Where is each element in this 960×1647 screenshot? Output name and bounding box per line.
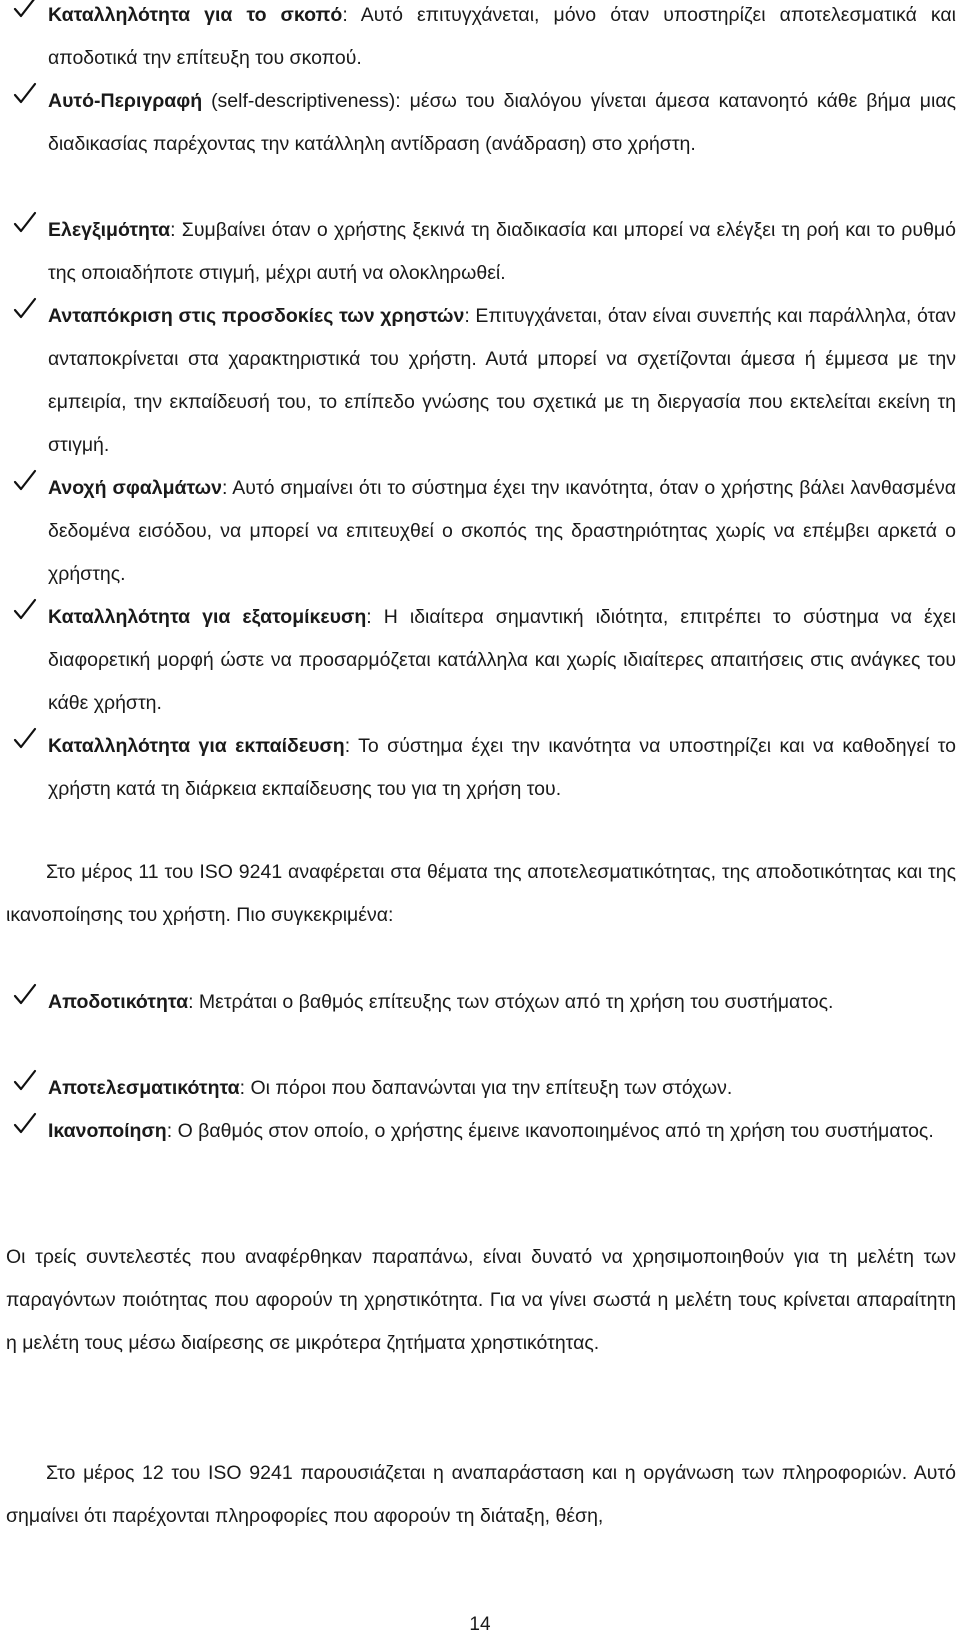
list-item-text bbox=[48, 1067, 956, 1110]
term: Καταλληλότητα για εξατομίκευση bbox=[48, 606, 367, 628]
list-item bbox=[48, 725, 956, 811]
description: : Ο βαθμός στον οποίο, ο χρήστης έμεινε ικανοποιημένος από τη χρήση του συστήματος. bbox=[166, 1120, 934, 1142]
paragraph-text: Στο μέρος 11 του ISO 9241 αναφέρεται στα θέματα της αποτελεσματικότητας, της αποδοτικότητας και της ικανοποίησης του χρήστη. Πιο συγκεκριμένα: bbox=[6, 861, 956, 926]
description: : Επιτυγχάνεται, όταν είναι συνεπής και παράλληλα, όταν ανταποκρίνεται στα χαρακτηριστικά του χρήστη. Αυτά μπορεί να σχετίζονται άμεσα ή έμμεσα με την εμπειρία, την εκπαίδευσή του, το επίπεδο γνώσης του σχετικά με τη διεργασία που εκτελείται εκείνη τη στιγμή. bbox=[48, 305, 956, 456]
term: Αυτό-Περιγραφή bbox=[48, 90, 203, 112]
checkmark-icon bbox=[12, 726, 38, 752]
checkmark-icon bbox=[12, 210, 38, 236]
term: Καταλληλότητα για εκπαίδευση bbox=[48, 735, 345, 757]
term: Αποτελεσματικότητα bbox=[48, 1077, 240, 1099]
list-item bbox=[48, 80, 956, 166]
term: Ανοχή σφαλμάτων bbox=[48, 477, 222, 499]
checkmark-icon bbox=[12, 81, 38, 107]
list-item bbox=[48, 981, 956, 1024]
list-item-text bbox=[48, 467, 956, 596]
term: Καταλληλότητα για το σκοπό bbox=[48, 4, 343, 26]
list-item-text bbox=[48, 0, 956, 80]
term: Ελεγξιμότητα bbox=[48, 219, 171, 241]
checkmark-icon bbox=[12, 597, 38, 623]
list-item bbox=[48, 295, 956, 467]
checkmark-icon bbox=[12, 1111, 38, 1137]
list-item-text bbox=[48, 1110, 956, 1153]
list-item-text bbox=[48, 596, 956, 725]
list-item bbox=[48, 209, 956, 295]
list-item-text bbox=[48, 209, 956, 295]
list-item bbox=[48, 1110, 956, 1153]
list-item bbox=[48, 1067, 956, 1110]
description: (self-descriptiveness): μέσω του διαλόγου γίνεται άμεσα κατανοητό κάθε βήμα μιας διαδικασίας παρέχοντας την κατάλληλη αντίδραση (ανάδραση) στο χρήστη. bbox=[48, 90, 956, 155]
list-item bbox=[48, 596, 956, 725]
checkmark-icon bbox=[12, 296, 38, 322]
description: : Οι πόροι που δαπανώνται για την επίτευξη των στόχων. bbox=[239, 1077, 733, 1099]
paragraph bbox=[6, 1236, 956, 1365]
description: : Η ιδιαίτερα σημαντική ιδιότητα, επιτρέπει το σύστημα να έχει διαφορετική μορφή ώστε να προσαρμόζεται κατάλληλα και χωρίς ιδιαίτερες απαιτήσεις στις ανάγκες του κάθε χρήστη. bbox=[48, 606, 957, 714]
paragraph-text: Στο μέρος 12 του ISO 9241 παρουσιάζεται η αναπαράσταση και η οργάνωση των πληροφοριών. Αυτό σημαίνει ότι παρέχονται πληροφορίες που αφορούν τη διάταξη, θέση, bbox=[6, 1462, 956, 1527]
description: : Μετράται ο βαθμός επίτευξης των στόχων από τη χρήση του συστήματος. bbox=[188, 991, 834, 1013]
description: : Αυτό σημαίνει ότι το σύστημα έχει την ικανότητα, όταν ο χρήστης βάλει λανθασμένα δεδομένα εισόδου, να μπορεί να επιτευχθεί ο σκοπός της δραστηριότητας χωρίς να επέμβει αρκετά ο χρήστης. bbox=[48, 477, 957, 585]
list-item-text bbox=[48, 80, 956, 166]
term: Αποδοτικότητα bbox=[48, 991, 189, 1013]
checkmark-icon bbox=[12, 1068, 38, 1094]
checkmark-icon bbox=[12, 0, 38, 21]
checkmark-icon bbox=[12, 468, 38, 494]
list-item-text bbox=[48, 725, 956, 811]
list-item bbox=[48, 0, 956, 80]
term: Ικανοποίηση bbox=[48, 1120, 167, 1142]
page-number: 14 bbox=[469, 1614, 491, 1635]
checkmark-icon bbox=[12, 982, 38, 1008]
paragraph bbox=[6, 851, 956, 937]
description: : Αυτό επιτυγχάνεται, μόνο όταν υποστηρίζει αποτελεσματικά και αποδοτικά την επίτευξη του σκοπού. bbox=[48, 4, 956, 69]
description: : Συμβαίνει όταν ο χρήστης ξεκινά τη διαδικασία και μπορεί να ελέγξει τη ροή και το ρυθμό της οποιαδήποτε στιγμή, μέχρι αυτή να ολοκληρωθεί. bbox=[48, 219, 956, 284]
description: : Το σύστημα έχει την ικανότητα να υποστηρίζει και να καθοδηγεί το χρήστη κατά τη διάρκεια εκπαίδευσης του για τη χρήση του. bbox=[48, 735, 956, 800]
list-item bbox=[48, 467, 956, 596]
list-item-text bbox=[48, 295, 956, 467]
paragraph bbox=[6, 1452, 956, 1538]
paragraph-text: Οι τρείς συντελεστές που αναφέρθηκαν παραπάνω, είναι δυνατό να χρησιμοποιηθούν για τη μελέτη των παραγόντων ποιότητας που αφορούν τη χρηστικότητα. Για να γίνει σωστά η μελέτη τους κρίνεται απαραίτητη η μελέτη τους μέσω διαίρεσης σε μικρότερα ζητήματα χρηστικότητας. bbox=[6, 1246, 956, 1354]
term: Ανταπόκριση στις προσδοκίες των χρηστών bbox=[48, 305, 465, 327]
list-item-text bbox=[48, 981, 956, 1024]
